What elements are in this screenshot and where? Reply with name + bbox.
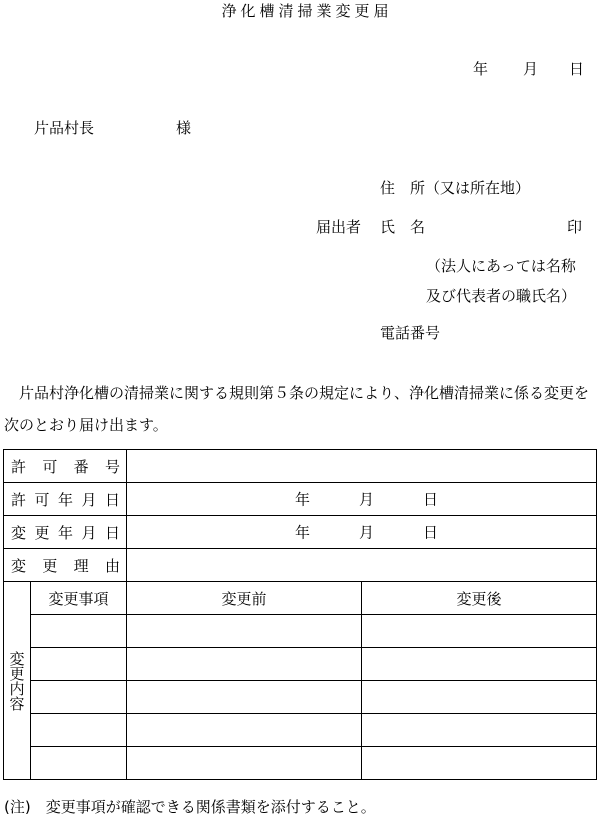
row-change-header — [4, 582, 597, 615]
change-reason-label: 変 更 理 由 — [4, 549, 127, 582]
change-form-table — [3, 449, 597, 780]
footnote: (注) 変更事項が確認できる関係書類を添付すること。 — [4, 798, 376, 816]
address-label: 住 所（又は所在地） — [380, 179, 531, 197]
change-after-cell[interactable] — [362, 747, 597, 780]
body-line-1: 片品村浄化槽の清掃業に関する規則第５条の規定により、浄化槽清掃業に係る変更を — [19, 384, 590, 402]
table-row — [4, 714, 597, 747]
date-month: 月 — [523, 60, 539, 78]
permit-number-label: 許 可 番 号 — [4, 450, 127, 483]
change-before-cell[interactable] — [127, 615, 362, 648]
page-title: 浄化槽清掃業変更届 — [221, 2, 393, 20]
permit-number-field[interactable] — [127, 450, 597, 483]
change-before-cell[interactable] — [127, 681, 362, 714]
seal-mark: 印 — [567, 218, 583, 236]
change-before-cell[interactable] — [127, 648, 362, 681]
change-item-cell[interactable] — [31, 747, 127, 780]
col-header-item: 変更事項 — [31, 582, 127, 615]
phone-label: 電話番号 — [380, 324, 441, 342]
change-before-cell[interactable] — [127, 747, 362, 780]
date-day: 日 — [569, 60, 585, 78]
corp-note-line1: （法人にあっては名称 — [426, 257, 576, 275]
row-permit-date — [4, 483, 597, 516]
addressee-name: 片品村長 — [34, 119, 95, 137]
table-row — [4, 747, 597, 780]
row-change-reason — [4, 549, 597, 582]
change-item-cell[interactable] — [31, 714, 127, 747]
change-reason-field[interactable] — [127, 549, 597, 582]
row-change-date — [4, 516, 597, 549]
applicant-label: 届出者 — [316, 218, 362, 236]
body-line-2: 次のとおり届け出ます。 — [4, 416, 168, 434]
name-label: 氏 名 — [380, 218, 426, 236]
change-item-cell[interactable] — [31, 615, 127, 648]
change-after-cell[interactable] — [362, 681, 597, 714]
addressee-honorific: 様 — [176, 119, 192, 137]
change-after-cell[interactable] — [362, 714, 597, 747]
table-row — [4, 648, 597, 681]
corp-note-line2: 及び代表者の職氏名） — [426, 287, 577, 305]
row-permit-number — [4, 450, 597, 483]
table-row — [4, 681, 597, 714]
col-header-before: 変更前 — [127, 582, 362, 615]
col-header-after: 変更後 — [362, 582, 597, 615]
change-contents-label: 変更内容 — [4, 582, 31, 780]
change-date-label: 変 更 年 月 日 — [4, 516, 127, 549]
change-after-cell[interactable] — [362, 615, 597, 648]
table-row — [4, 615, 597, 648]
permit-date-field[interactable]: 年 月 日 — [127, 483, 597, 516]
change-item-cell[interactable] — [31, 681, 127, 714]
change-before-cell[interactable] — [127, 714, 362, 747]
change-after-cell[interactable] — [362, 648, 597, 681]
date-year: 年 — [473, 60, 489, 78]
permit-date-label: 許 可 年 月 日 — [4, 483, 127, 516]
change-item-cell[interactable] — [31, 648, 127, 681]
change-date-field[interactable]: 年 月 日 — [127, 516, 597, 549]
